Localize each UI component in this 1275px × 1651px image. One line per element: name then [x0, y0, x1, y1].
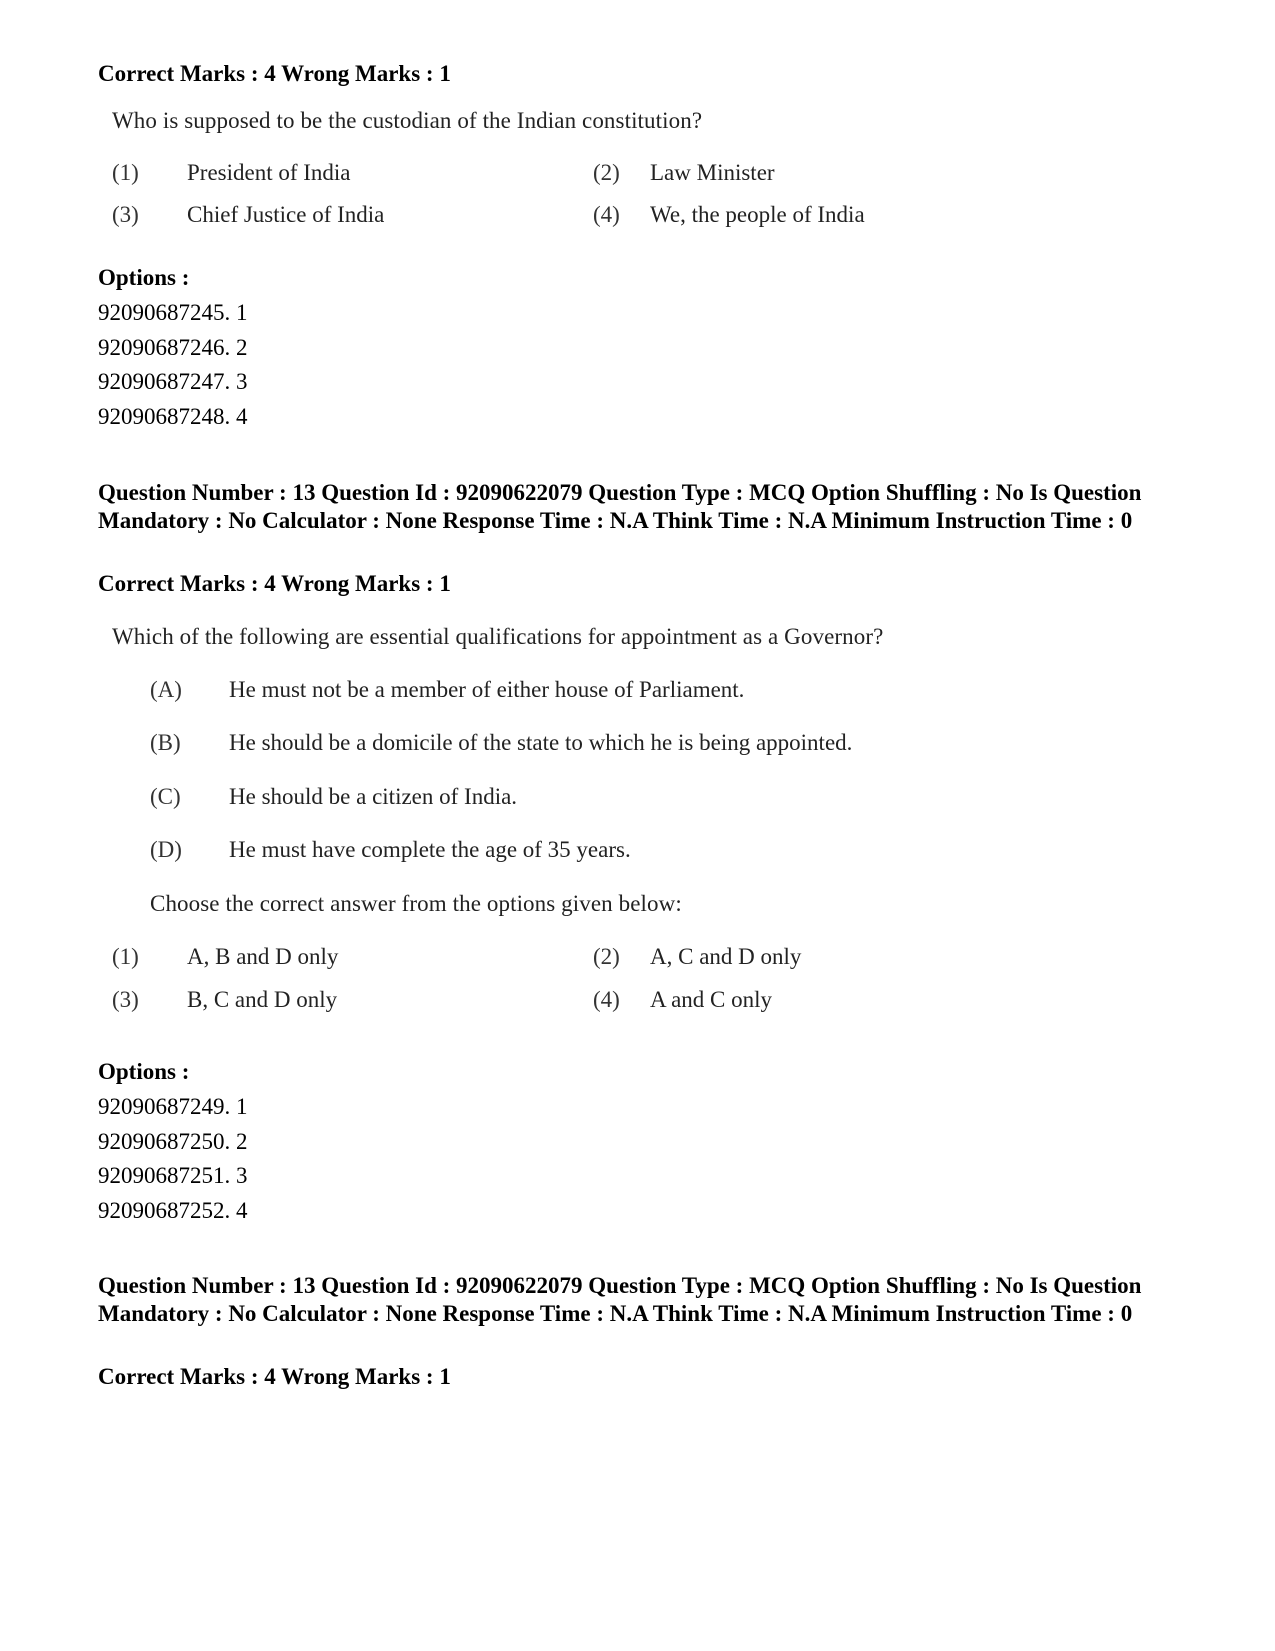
- choice-text: A and C only: [650, 987, 773, 1012]
- option-item: 92090687245. 1: [98, 300, 248, 325]
- choice-text: Chief Justice of India: [187, 202, 385, 227]
- statement-label: (D): [150, 837, 182, 862]
- choice-text: A, B and D only: [187, 944, 339, 969]
- statement-text: He should be a domicile of the state to which he is being appointed.: [229, 730, 853, 755]
- option-item: 92090687251. 3: [98, 1163, 248, 1188]
- option-item: 92090687249. 1: [98, 1094, 248, 1119]
- question-meta: Question Number : 13 Question Id : 92090622079 Question Type : MCQ Option Shuffling : No Is Question Mandatory : No Calculator : None Response Time : N.A Think Time : N.A Minimum Instruction Time : 0: [98, 1273, 1142, 1326]
- question-text: Which of the following are essential qualifications for appointment as a Governor?: [112, 624, 884, 649]
- choice-text: A, C and D only: [650, 944, 802, 969]
- options-list: [98, 296, 248, 434]
- option-item: 92090687248. 4: [98, 403, 248, 429]
- choice-number: (1): [112, 944, 139, 969]
- choice-number: (1): [112, 160, 139, 185]
- choice-number: (4): [593, 987, 620, 1012]
- option-item: 92090687250. 2: [98, 1128, 248, 1154]
- options-heading: Options :: [98, 1059, 190, 1084]
- choice-number: (4): [593, 202, 620, 227]
- option-item: 92090687252. 4: [98, 1197, 248, 1223]
- statement-label: (A): [150, 677, 182, 702]
- choice-text: Law Minister: [650, 160, 775, 185]
- choice-number: (2): [593, 160, 620, 185]
- marks-line: Correct Marks : 4 Wrong Marks : 1: [98, 571, 451, 596]
- option-item: 92090687247. 3: [98, 369, 248, 394]
- statement-label: (B): [150, 730, 181, 755]
- statement-text: He should be a citizen of India.: [229, 784, 518, 809]
- option-item: 92090687246. 2: [98, 334, 248, 360]
- choice-text: We, the people of India: [650, 202, 865, 227]
- choice-number: (2): [593, 944, 620, 969]
- statement-label: (C): [150, 784, 181, 809]
- choice-number: (3): [112, 987, 139, 1012]
- statement-text: He must have complete the age of 35 years.: [229, 837, 631, 862]
- question-text: Who is supposed to be the custodian of the Indian constitution?: [112, 108, 703, 133]
- choice-number: (3): [112, 202, 139, 227]
- marks-line: Correct Marks : 4 Wrong Marks : 1: [98, 1364, 451, 1389]
- marks-line: Correct Marks : 4 Wrong Marks : 1: [98, 61, 451, 86]
- choice-text: President of India: [187, 160, 351, 185]
- question-meta: Question Number : 13 Question Id : 92090622079 Question Type : MCQ Option Shuffling : No Is Question Mandatory : No Calculator : None Response Time : N.A Think Time : N.A Minimum Instruction Time : 0: [98, 480, 1142, 533]
- statement-text: He must not be a member of either house of Parliament.: [229, 677, 745, 702]
- choice-text: B, C and D only: [187, 987, 338, 1012]
- options-heading: Options :: [98, 265, 190, 290]
- instruction-text: Choose the correct answer from the options given below:: [150, 891, 682, 916]
- options-list: [98, 1090, 248, 1228]
